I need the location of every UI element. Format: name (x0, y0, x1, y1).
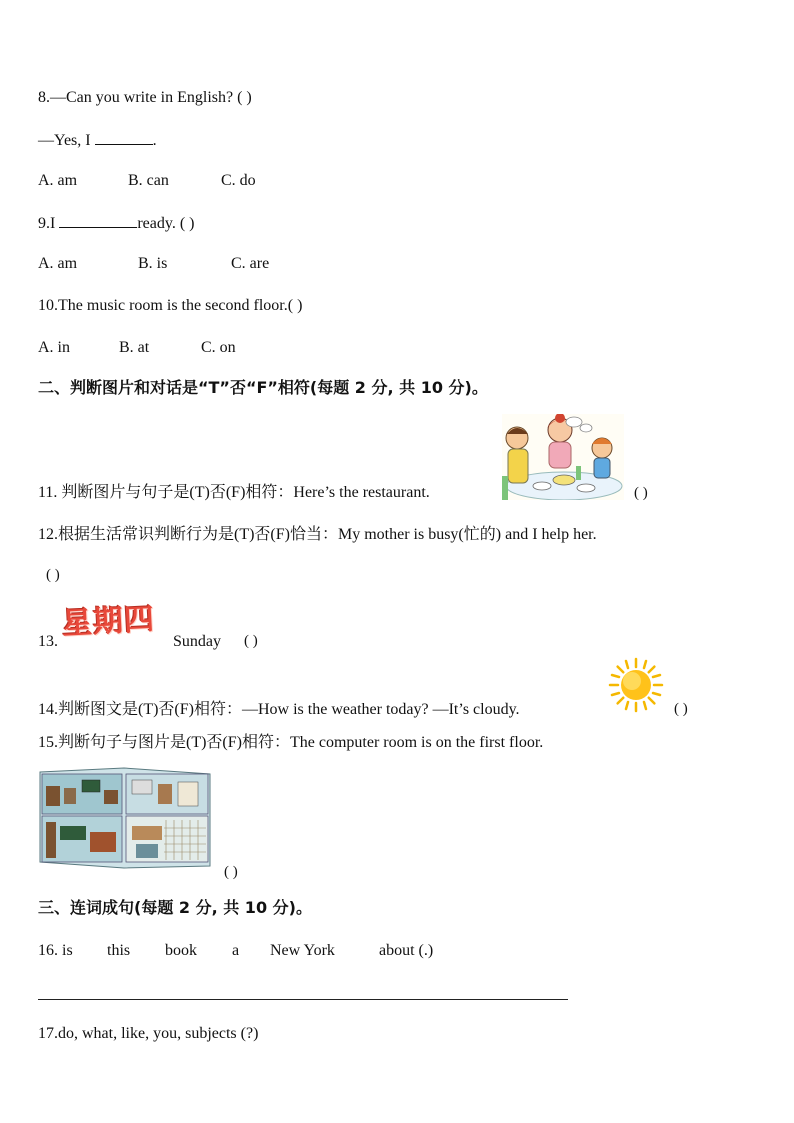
q10-option-c[interactable]: C. on (201, 339, 236, 356)
q8-blank[interactable] (95, 130, 153, 145)
q11-answer-paren[interactable]: ( ) (634, 485, 648, 501)
q8-option-a[interactable]: A. am (38, 172, 78, 189)
q13-answer-paren[interactable]: ( ) (244, 633, 258, 649)
q8-answer-line (38, 130, 157, 151)
q10-question: 10.The music room is the second floor.( ) (38, 297, 303, 314)
q9-blank[interactable] (59, 213, 137, 228)
q14-question: 14.判断图文是(T)否(F)相符：—How is the weather today? —It’s cloudy. (38, 701, 520, 718)
q8-option-c[interactable]: C. do (221, 172, 256, 189)
q8-answer-suffix: . (152, 132, 157, 149)
q11-question: 11. 判断图片与句子是(T)否(F)相符：Here’s the restaurant. (38, 484, 430, 501)
sun-picture (608, 657, 664, 713)
school-building-picture (38, 766, 212, 870)
q9-prefix: 9.I (38, 215, 60, 232)
q16-word-1: 16. is (38, 942, 73, 959)
thursday-picture: 星期四 (61, 601, 156, 642)
q16-word-6: about (.) (379, 942, 434, 959)
q16-word-5: New York (270, 942, 335, 959)
q15-question: 15.判断句子与图片是(T)否(F)相符：The computer room is on the first floor. (38, 734, 544, 751)
q13-word: Sunday (173, 633, 221, 650)
q12-answer-paren[interactable]: ( ) (46, 567, 60, 583)
section-2-title: 二、判断图片和对话是“T”否“F”相符(每题 2 分, 共 10 分)。 (38, 378, 488, 397)
q13-number: 13. (38, 633, 58, 650)
q16-answer-line[interactable] (38, 999, 568, 1000)
q9-option-c[interactable]: C. are (231, 255, 270, 272)
section-3-title: 三、连词成句(每题 2 分, 共 10 分)。 (38, 898, 312, 917)
q17-question: 17.do, what, like, you, subjects (?) (38, 1025, 259, 1042)
q8-option-b[interactable]: B. can (128, 172, 169, 189)
q9-suffix: ready. ( ) (137, 215, 195, 232)
q9-option-b[interactable]: B. is (138, 255, 168, 272)
q8-question: 8.—Can you write in English? ( ) (38, 89, 252, 106)
q9-question (38, 213, 194, 234)
q12-question: 12.根据生活常识判断行为是(T)否(F)恰当：My mother is busy(忙的) and I help her. (38, 526, 597, 543)
q14-answer-paren[interactable]: ( ) (674, 701, 688, 717)
q10-option-a[interactable]: A. in (38, 339, 70, 356)
restaurant-family-picture (502, 414, 624, 500)
q9-option-a[interactable]: A. am (38, 255, 78, 272)
q16-word-2: this (107, 942, 131, 959)
q16-word-4: a (232, 942, 240, 959)
q8-answer-prefix: —Yes, I (38, 132, 95, 149)
q15-answer-paren[interactable]: ( ) (224, 864, 238, 880)
q10-option-b[interactable]: B. at (119, 339, 150, 356)
q16-word-3: book (165, 942, 197, 959)
